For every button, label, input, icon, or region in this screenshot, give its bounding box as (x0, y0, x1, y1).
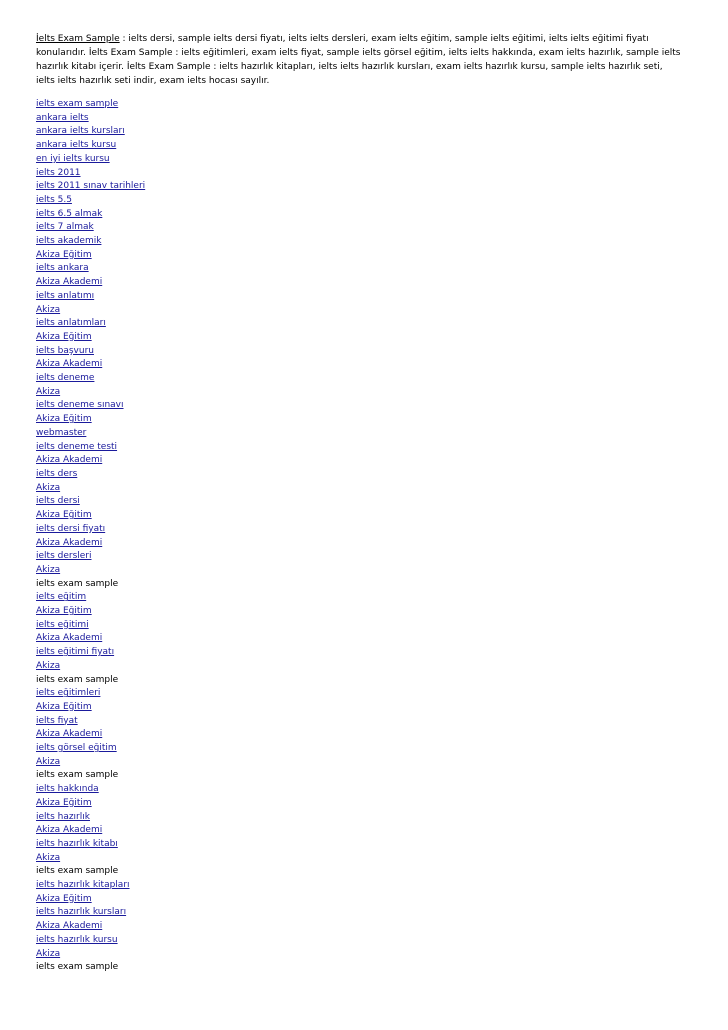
list-item (36, 934, 682, 948)
keyword-link[interactable]: Akiza Akademi (36, 729, 103, 740)
list-item (36, 194, 682, 208)
list-item (36, 742, 682, 756)
keyword-link[interactable]: Akiza (36, 386, 61, 397)
list-item (36, 728, 682, 742)
list-item (36, 838, 682, 852)
list-item (36, 879, 682, 893)
keyword-link[interactable]: ielts hazırlık kitabı (36, 838, 118, 849)
list-item (36, 139, 682, 153)
list-item (36, 331, 682, 345)
list-item (36, 591, 682, 605)
keyword-link[interactable]: ielts hazırlık kitapları (36, 880, 130, 891)
keyword-link[interactable]: Akiza (36, 564, 61, 575)
list-item (36, 920, 682, 934)
keyword-link[interactable]: ielts deneme testi (36, 441, 118, 452)
keyword-link[interactable]: ielts hazırlık kursu (36, 934, 118, 945)
list-item (36, 619, 682, 633)
keyword-link[interactable]: ielts hazırlık (36, 811, 90, 822)
keyword-link[interactable]: Akiza Eğitim (36, 893, 92, 904)
keyword-link[interactable]: ielts dersi (36, 496, 80, 507)
keyword-link[interactable]: ielts 2011 (36, 167, 81, 178)
list-item (36, 550, 682, 564)
keyword-link[interactable]: Akiza (36, 756, 61, 767)
list-item (36, 824, 682, 838)
keyword-link[interactable]: ielts ankara (36, 263, 89, 274)
keyword-link[interactable]: ielts 6.5 almak (36, 208, 103, 219)
keyword-link[interactable]: ielts hakkında (36, 784, 99, 795)
list-item (36, 715, 682, 729)
keyword-link[interactable]: ielts görsel eğitim (36, 743, 117, 754)
keyword-link[interactable]: ielts ders (36, 468, 78, 479)
list-item (36, 605, 682, 619)
keyword-link[interactable]: Akiza (36, 948, 61, 959)
list-item (36, 632, 682, 646)
list-item (36, 811, 682, 825)
list-item (36, 687, 682, 701)
keyword-link[interactable]: ielts deneme (36, 373, 95, 384)
list-item (36, 523, 682, 537)
keyword-link[interactable]: Akiza Akademi (36, 537, 103, 548)
keyword-link[interactable]: ielts dersleri (36, 551, 92, 562)
keyword-link[interactable]: ielts 7 almak (36, 222, 94, 233)
list-item (36, 153, 682, 167)
list-item (36, 413, 682, 427)
keyword-link[interactable]: Akiza (36, 852, 61, 863)
keyword-link[interactable]: ielts eğitimi fiyatı (36, 647, 115, 658)
list-item (36, 756, 682, 770)
keyword-link[interactable]: Akiza Eğitim (36, 606, 92, 617)
list-item (36, 454, 682, 468)
list-item (36, 509, 682, 523)
list-item (36, 345, 682, 359)
list-item (36, 372, 682, 386)
keyword-link[interactable]: Akiza (36, 482, 61, 493)
keyword-link[interactable]: ankara ielts kursu (36, 140, 117, 151)
keyword-link[interactable]: Akiza Akademi (36, 277, 103, 288)
list-item (36, 262, 682, 276)
list-item (36, 701, 682, 715)
keyword-link[interactable]: Akiza Eğitim (36, 249, 92, 260)
list-item (36, 468, 682, 482)
list-item (36, 660, 682, 674)
keyword-link[interactable]: ielts hazırlık kursları (36, 907, 127, 918)
keyword-link[interactable]: Akiza Eğitim (36, 331, 92, 342)
list-item (36, 674, 682, 688)
keyword-link[interactable]: Akiza Eğitim (36, 414, 92, 425)
keyword-text: ielts exam sample (36, 674, 119, 685)
keyword-text: ielts exam sample (36, 770, 119, 781)
list-item (36, 304, 682, 318)
keyword-link[interactable]: ielts eğitimleri (36, 688, 101, 699)
keyword-link[interactable]: ielts fiyat (36, 715, 78, 726)
keyword-link[interactable]: ielts başvuru (36, 345, 94, 356)
keyword-link[interactable]: ielts eğitim (36, 592, 87, 603)
list-item (36, 98, 682, 112)
keyword-link[interactable]: Akiza (36, 660, 61, 671)
list-item (36, 358, 682, 372)
list-item (36, 865, 682, 879)
intro-text: : ielts dersi, sample ielts dersi fiyatı, ielts ielts dersleri, exam ielts eğitim, sample ielts eğitimi, ielts ielts eğitimi fiyatı konularıdır. İelts Exam Sample : ielts eğitimleri, exam ielts fiyat, sample ielts görsel eğitim, ielts ielts hakkında, exam ielts hazırlık, sample ielts hazırlık kitabı içerir. İelts Exam Sample : ielts hazırlık kitapları, ielts ielts hazırlık kursları, exam ielts hazırlık kursu, sample ielts hazırlık seti, ielts ielts hazırlık seti indir, exam ielts hocası sayılır. (36, 34, 681, 86)
list-item (36, 276, 682, 290)
keyword-link[interactable]: ielts akademik (36, 236, 102, 247)
list-item (36, 906, 682, 920)
keyword-link[interactable]: Akiza Akademi (36, 921, 103, 932)
list-item (36, 386, 682, 400)
keyword-link[interactable]: ielts dersi fiyatı (36, 523, 106, 534)
keyword-link[interactable]: ankara ielts kursları (36, 126, 125, 137)
list-item (36, 783, 682, 797)
list-item (36, 495, 682, 509)
keyword-link[interactable]: Akiza Akademi (36, 825, 103, 836)
list-item (36, 797, 682, 811)
list-item (36, 578, 682, 592)
keyword-link[interactable]: Akiza Akademi (36, 455, 103, 466)
list-item (36, 482, 682, 496)
keyword-link[interactable]: ielts 5.5 (36, 194, 72, 205)
keyword-text: ielts exam sample (36, 866, 119, 877)
list-item (36, 852, 682, 866)
list-item (36, 948, 682, 962)
list-item (36, 441, 682, 455)
list-item (36, 564, 682, 578)
keyword-list (36, 98, 682, 975)
keyword-text: ielts exam sample (36, 578, 119, 589)
keyword-link[interactable]: ielts eğitimi (36, 619, 89, 630)
list-item (36, 769, 682, 783)
keyword-link[interactable]: Akiza (36, 304, 61, 315)
keyword-link[interactable]: ielts anlatımı (36, 290, 95, 301)
list-item (36, 208, 682, 222)
list-item (36, 317, 682, 331)
list-item (36, 646, 682, 660)
list-item (36, 180, 682, 194)
keyword-link[interactable]: ielts deneme sınavı (36, 400, 124, 411)
keyword-link[interactable]: Akiza Eğitim (36, 797, 92, 808)
intro-paragraph (36, 32, 682, 88)
keyword-text: ielts exam sample (36, 962, 119, 973)
keyword-link[interactable]: ankara ielts (36, 112, 89, 123)
keyword-link[interactable]: ielts 2011 sınav tarihleri (36, 181, 146, 192)
list-item (36, 537, 682, 551)
keyword-link[interactable]: en iyi ielts kursu (36, 153, 110, 164)
list-item (36, 249, 682, 263)
list-item (36, 112, 682, 126)
keyword-link[interactable]: ielts exam sample (36, 99, 119, 109)
list-item (36, 427, 682, 441)
list-item (36, 125, 682, 139)
list-item (36, 399, 682, 413)
list-item (36, 235, 682, 249)
keyword-link[interactable]: webmaster (36, 427, 87, 438)
intro-title-link[interactable]: İelts Exam Sample (36, 34, 120, 44)
list-item (36, 167, 682, 181)
list-item (36, 290, 682, 304)
list-item (36, 961, 682, 975)
list-item (36, 893, 682, 907)
list-item (36, 221, 682, 235)
keyword-link[interactable]: ielts anlatımları (36, 318, 106, 329)
keyword-link[interactable]: Akiza Eğitim (36, 510, 92, 521)
keyword-link[interactable]: Akiza Akademi (36, 359, 103, 370)
keyword-link[interactable]: Akiza Akademi (36, 633, 103, 644)
keyword-link[interactable]: Akiza Eğitim (36, 701, 92, 712)
